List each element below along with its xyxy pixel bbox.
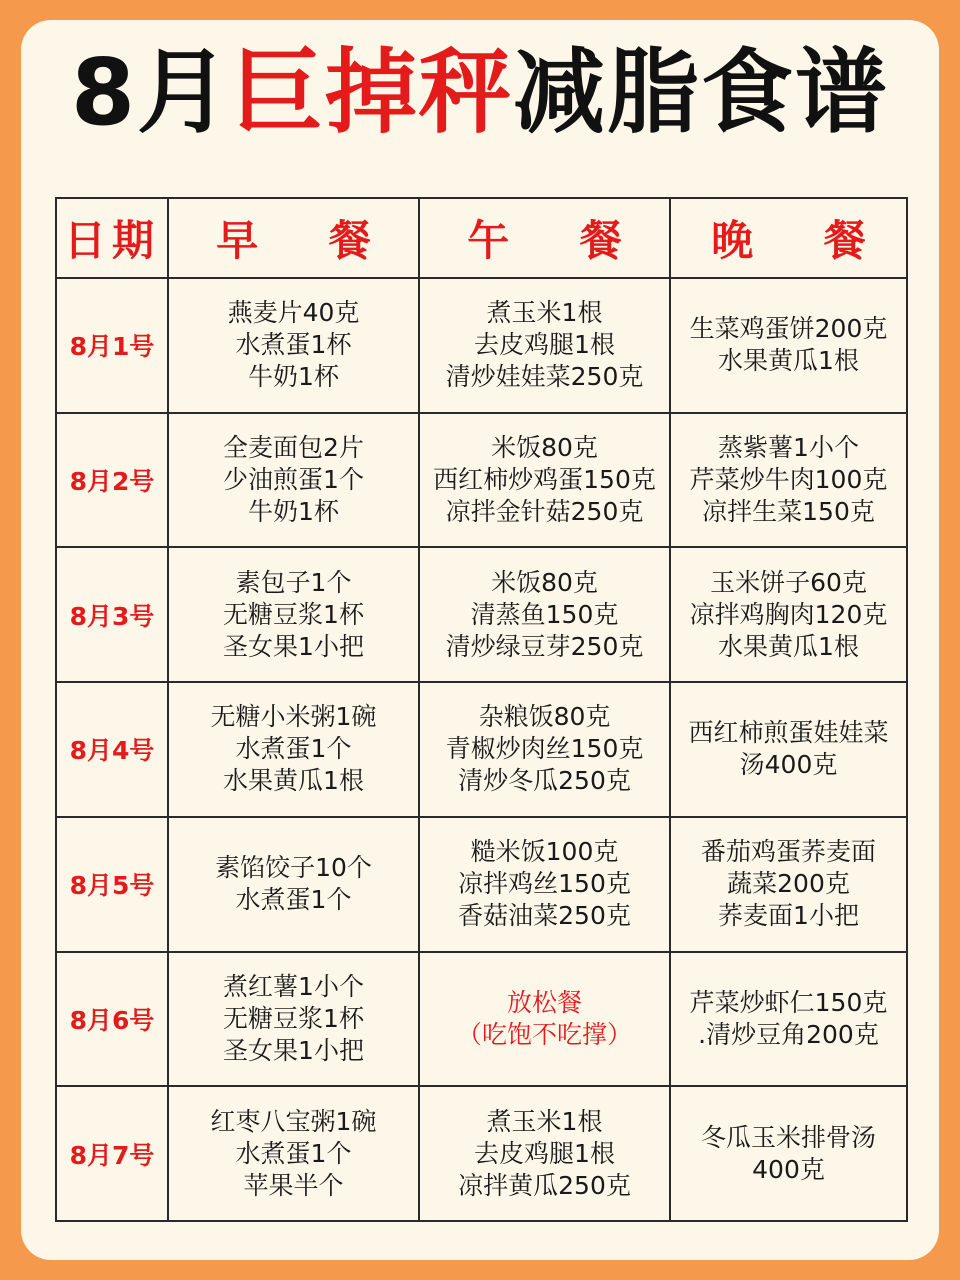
meal-item: 水煮蛋1个 [235, 734, 352, 764]
meal-item: 无糖豆浆1杯 [223, 1003, 364, 1033]
breakfast-cell [168, 1086, 419, 1221]
meal-item: 凉拌鸡丝150克 [458, 869, 631, 899]
meal-item: 水煮蛋1个 [235, 1138, 352, 1168]
meal-item: 400克 [752, 1154, 825, 1184]
table-row [56, 413, 907, 548]
meal-item: 去皮鸡腿1根 [474, 330, 615, 360]
dinner-cell [670, 682, 907, 817]
page-title [0, 38, 960, 148]
meal-item: 米饭80克 [491, 433, 598, 463]
dinner-cell [670, 278, 907, 413]
meal-item: 冬瓜玉米排骨汤 [700, 1122, 876, 1152]
dinner-cell [670, 413, 907, 548]
date-cell: 8月4号 [56, 682, 168, 817]
meal-item: 素馅饺子10个 [215, 853, 372, 883]
meal-item: 水煮蛋1个 [235, 885, 352, 915]
meal-item: 清炒冬瓜250克 [458, 766, 631, 796]
lunch-cell [419, 1086, 670, 1221]
meal-item: 芹菜炒牛肉100克 [689, 465, 888, 495]
breakfast-cell [168, 413, 419, 548]
meal-item: 红枣八宝粥1碗 [210, 1106, 377, 1136]
date-cell: 8月1号 [56, 278, 168, 413]
meal-item: 无糖小米粥1碗 [210, 702, 377, 732]
table-row [56, 547, 907, 682]
meal-item: 蒸紫薯1小个 [718, 433, 859, 463]
meal-item: 西红柿炒鸡蛋150克 [433, 465, 656, 495]
meal-item: 凉拌金针菇250克 [445, 497, 644, 527]
meal-item: 苹果半个 [243, 1170, 344, 1200]
meal-item: 全麦面包2片 [223, 433, 364, 463]
table-row [56, 1086, 907, 1221]
header-breakfast: 早 餐 [168, 198, 419, 278]
meal-item: 杂粮饭80克 [478, 702, 611, 732]
lunch-cell [419, 278, 670, 413]
meal-item: 番茄鸡蛋荞麦面 [700, 837, 876, 867]
meal-item: 燕麦片40克 [227, 298, 360, 328]
meal-item: 水果黄瓜1根 [718, 631, 859, 661]
meal-item: 生菜鸡蛋饼200克 [689, 314, 888, 344]
meal-item: 去皮鸡腿1根 [474, 1138, 615, 1168]
meal-item: 煮玉米1根 [486, 298, 603, 328]
dinner-cell [670, 1086, 907, 1221]
table-row [56, 817, 907, 952]
date-cell: 8月3号 [56, 547, 168, 682]
table-row [56, 952, 907, 1087]
meal-item: 香菇油菜250克 [458, 901, 631, 931]
meal-item: .清炒豆角200克 [698, 1019, 879, 1049]
breakfast-cell [168, 547, 419, 682]
title-suffix: 减脂食谱 [513, 39, 890, 146]
dinner-cell [670, 547, 907, 682]
meal-item: 圣女果1小把 [223, 631, 364, 661]
meal-item: 无糖豆浆1杯 [223, 599, 364, 629]
meal-item: 凉拌鸡胸肉120克 [689, 599, 888, 629]
breakfast-cell [168, 952, 419, 1087]
meal-item: 牛奶1杯 [248, 497, 339, 527]
dinner-cell [670, 817, 907, 952]
header-date: 日期 [56, 198, 168, 278]
meal-item: 少油煎蛋1个 [223, 465, 364, 495]
table-row [56, 278, 907, 413]
meal-item: 凉拌生菜150克 [702, 497, 875, 527]
date-cell: 8月6号 [56, 952, 168, 1087]
breakfast-cell [168, 278, 419, 413]
date-cell: 8月7号 [56, 1086, 168, 1221]
meal-item: 糙米饭100克 [470, 837, 619, 867]
meal-item: 青椒炒肉丝150克 [445, 734, 644, 764]
meal-item: 水煮蛋1杯 [235, 330, 352, 360]
meal-item: 水果黄瓜1根 [718, 346, 859, 376]
meal-item: 水果黄瓜1根 [223, 766, 364, 796]
meal-item: 素包子1个 [235, 567, 352, 597]
dinner-cell [670, 952, 907, 1087]
meal-item: 凉拌黄瓜250克 [458, 1170, 631, 1200]
meal-item: 圣女果1小把 [223, 1035, 364, 1065]
header-dinner: 晚 餐 [670, 198, 907, 278]
title-prefix: 8月 [70, 39, 231, 146]
meal-plan-table [55, 197, 908, 1222]
lunch-cell [419, 682, 670, 817]
meal-item: （吃饱不吃撑） [456, 1019, 632, 1049]
meal-item: 米饭80克 [491, 567, 598, 597]
header-row [56, 198, 907, 278]
date-cell: 8月2号 [56, 413, 168, 548]
table-row [56, 682, 907, 817]
meal-item: 清蒸鱼150克 [470, 599, 619, 629]
lunch-cell [419, 817, 670, 952]
meal-item: 清炒绿豆芽250克 [445, 631, 644, 661]
meal-item: 荞麦面1小把 [718, 901, 859, 931]
lunch-cell [419, 952, 670, 1087]
meal-item: 煮红薯1小个 [223, 971, 364, 1001]
meal-item: 放松餐 [506, 987, 582, 1017]
header-lunch: 午 餐 [419, 198, 670, 278]
meal-item: 芹菜炒虾仁150克 [689, 987, 888, 1017]
breakfast-cell [168, 817, 419, 952]
meal-item: 清炒娃娃菜250克 [445, 362, 644, 392]
lunch-cell [419, 413, 670, 548]
lunch-cell [419, 547, 670, 682]
meal-item: 牛奶1杯 [248, 362, 339, 392]
date-cell: 8月5号 [56, 817, 168, 952]
title-highlight: 巨掉秤 [230, 39, 513, 146]
meal-item: 煮玉米1根 [486, 1106, 603, 1136]
meal-item: 蔬菜200克 [727, 869, 850, 899]
meal-item: 玉米饼子60克 [710, 567, 867, 597]
meal-item: 汤400克 [739, 750, 838, 780]
breakfast-cell [168, 682, 419, 817]
meal-item: 西红柿煎蛋娃娃菜 [688, 718, 889, 748]
